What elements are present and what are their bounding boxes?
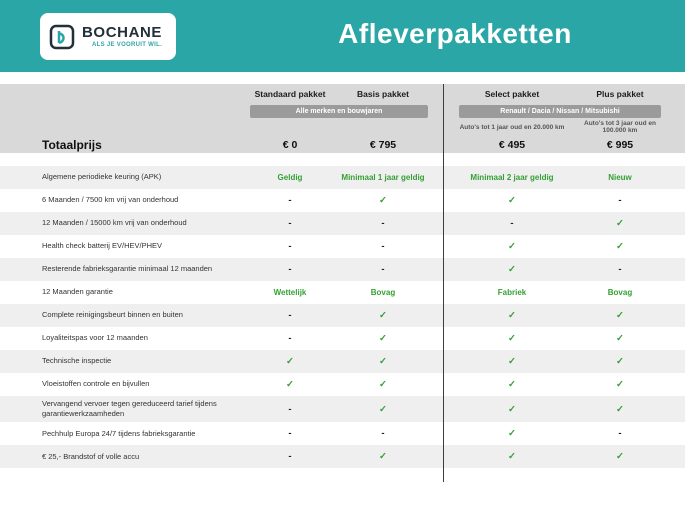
dash-mark: - — [381, 218, 385, 229]
table-row — [0, 327, 685, 350]
dash-mark: - — [288, 333, 292, 344]
check-icon: ✓ — [616, 218, 624, 229]
feature-label: Vervangend vervoer tegen gereduceerd tarief tijdens garantiewerkzaamheden — [42, 399, 217, 419]
feature-label: Vloeistoffen controle en bijvullen — [42, 379, 150, 389]
check-icon: ✓ — [616, 241, 624, 252]
table-header-band — [0, 84, 685, 153]
feature-rows — [0, 166, 685, 468]
price-plus: € 995 — [606, 139, 634, 151]
value-text: Minimaal 2 jaar geldig — [470, 173, 554, 182]
check-icon: ✓ — [508, 264, 516, 275]
table-row — [0, 304, 685, 327]
column-header-row — [0, 84, 685, 99]
dash-mark: - — [618, 195, 622, 206]
check-icon: ✓ — [508, 195, 516, 206]
check-icon: ✓ — [286, 379, 294, 390]
logo-tagline: ALS JE VOORUIT WIL. — [92, 42, 163, 48]
dash-mark: - — [381, 428, 385, 440]
feature-label: Technische inspectie — [42, 356, 112, 366]
check-icon: ✓ — [508, 403, 516, 415]
column-group-divider — [443, 84, 444, 482]
value-text: Nieuw — [608, 173, 632, 182]
table-row — [0, 189, 685, 212]
check-icon: ✓ — [508, 333, 516, 344]
value-text: Bovag — [607, 288, 633, 297]
check-icon: ✓ — [616, 451, 624, 463]
price-standaard: € 0 — [282, 139, 298, 151]
dash-mark: - — [618, 428, 622, 440]
check-icon: ✓ — [379, 310, 387, 321]
table-row — [0, 396, 685, 422]
subnote-select: Auto's tot 1 jaar oud en 20.000 km — [459, 123, 565, 131]
column-header-select: Select pakket — [484, 89, 540, 99]
dash-mark: - — [381, 264, 385, 275]
dash-mark: - — [288, 218, 292, 229]
feature-label: 12 Maanden garantie — [42, 287, 113, 297]
table-row — [0, 212, 685, 235]
header-bar — [0, 0, 685, 72]
check-icon: ✓ — [508, 428, 516, 440]
logo-text — [82, 25, 162, 48]
value-text: Fabriek — [497, 288, 527, 297]
table-row — [0, 373, 685, 396]
check-icon: ✓ — [379, 451, 387, 463]
dash-mark: - — [288, 241, 292, 252]
bochane-logo — [40, 13, 176, 60]
page-title: Afleverpakketten — [338, 18, 572, 49]
check-icon: ✓ — [616, 379, 624, 390]
value-text: Wettelijk — [273, 288, 307, 297]
feature-label: Loyaliteitspas voor 12 maanden — [42, 333, 148, 343]
check-icon: ✓ — [379, 379, 387, 390]
column-header-basis: Basis pakket — [357, 89, 409, 99]
value-text: Minimaal 1 jaar geldig — [341, 173, 425, 182]
logo-name: BOCHANE — [82, 24, 163, 41]
feature-label: 6 Maanden / 7500 km vrij van onderhoud — [42, 195, 179, 205]
check-icon: ✓ — [508, 241, 516, 252]
bochane-logo-icon — [49, 24, 75, 50]
feature-label: Health check batterij EV/HEV/PHEV — [42, 241, 163, 251]
check-icon: ✓ — [379, 356, 387, 367]
table-row — [0, 281, 685, 304]
dash-mark: - — [288, 310, 292, 321]
badge-alle-merken: Alle merken en bouwjaren — [250, 105, 428, 118]
table-row — [0, 422, 685, 445]
check-icon: ✓ — [508, 451, 516, 463]
check-icon: ✓ — [508, 310, 516, 321]
check-icon: ✓ — [508, 379, 516, 390]
dash-mark: - — [288, 451, 292, 463]
price-select: € 495 — [498, 139, 526, 151]
check-icon: ✓ — [286, 356, 294, 367]
table-row — [0, 235, 685, 258]
dash-mark: - — [288, 428, 292, 440]
feature-label: € 25,- Brandstof of volle accu — [42, 451, 140, 461]
dash-mark: - — [381, 241, 385, 252]
badge-merken-select-plus: Renault / Dacia / Nissan / Mitsubishi — [459, 105, 661, 118]
feature-label: Complete reinigingsbeurt binnen en buiten — [42, 310, 183, 320]
total-price-row — [0, 138, 685, 152]
feature-label: Algemene periodieke keuring (APK) — [42, 172, 162, 182]
feature-label: Pechhulp Europa 24/7 tijdens fabrieksgarantie — [42, 428, 196, 438]
check-icon: ✓ — [379, 403, 387, 415]
price-basis: € 795 — [369, 139, 397, 151]
badge-row — [0, 105, 685, 118]
value-text: Bovag — [370, 288, 396, 297]
table-row — [0, 166, 685, 189]
table-row — [0, 258, 685, 281]
subnote-plus: Auto's tot 3 jaar oud en 100.000 km — [584, 120, 656, 134]
dash-mark: - — [288, 195, 292, 206]
table-row — [0, 350, 685, 373]
check-icon: ✓ — [616, 356, 624, 367]
value-text: Geldig — [277, 173, 303, 182]
check-icon: ✓ — [379, 195, 387, 206]
total-price-label: Totaalprijs — [42, 138, 102, 152]
table-row — [0, 445, 685, 468]
feature-label: Resterende fabrieksgarantie minimaal 12 maanden — [42, 264, 213, 274]
column-header-plus: Plus pakket — [596, 89, 644, 99]
check-icon: ✓ — [616, 403, 624, 415]
check-icon: ✓ — [508, 356, 516, 367]
subnote-row — [0, 120, 685, 134]
check-icon: ✓ — [616, 310, 624, 321]
column-header-standaard: Standaard pakket — [254, 89, 326, 99]
dash-mark: - — [618, 264, 622, 275]
dash-mark: - — [288, 403, 292, 415]
check-icon: ✓ — [379, 333, 387, 344]
dash-mark: - — [510, 218, 514, 229]
check-icon: ✓ — [616, 333, 624, 344]
dash-mark: - — [288, 264, 292, 275]
feature-label: 12 Maanden / 15000 km vrij van onderhoud — [42, 218, 187, 228]
